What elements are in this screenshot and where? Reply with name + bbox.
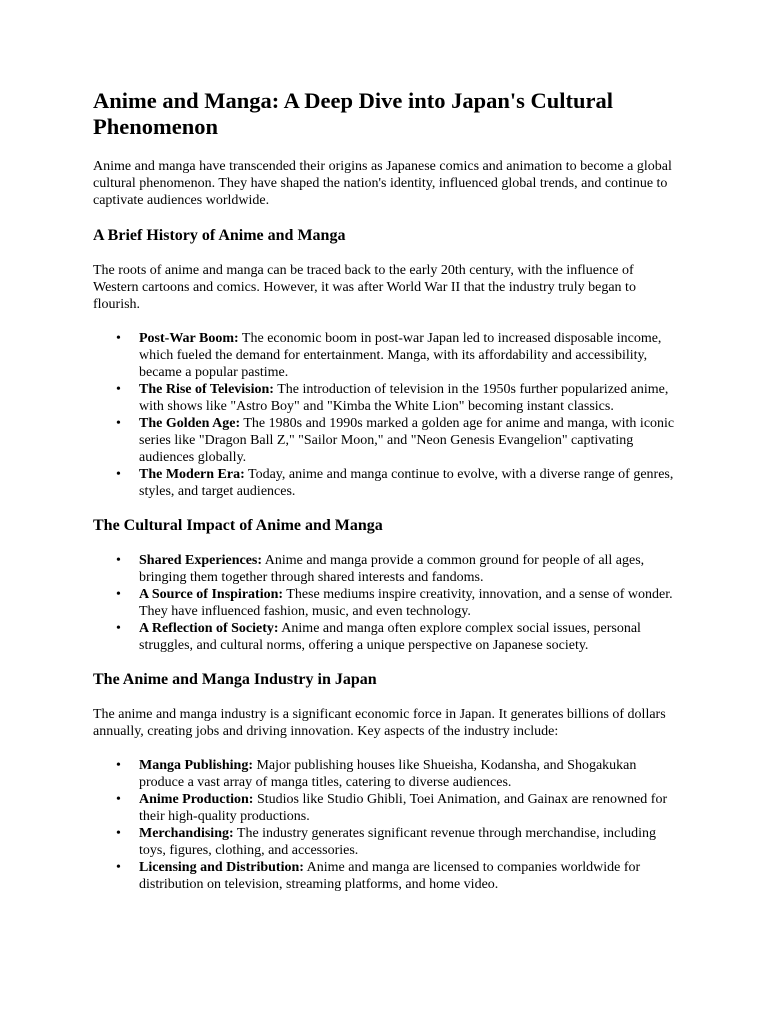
list-item-term: Anime Production: xyxy=(139,792,254,807)
list-item xyxy=(116,552,676,586)
bullet-icon: • xyxy=(116,382,121,397)
list-item-term: Post-War Boom: xyxy=(139,331,239,346)
list-item xyxy=(116,466,676,500)
section-heading-history: A Brief History of Anime and Manga xyxy=(93,227,346,244)
list-item-text: The economic boom in post-war Japan led to increased disposable income, which fueled the demand for entertainment. Manga, with its affordability and accessibility, became a popular pastime. xyxy=(139,331,662,380)
list-item-term: A Source of Inspiration: xyxy=(139,587,284,602)
list-item-term: The Golden Age: xyxy=(139,416,241,431)
list-item-term: Shared Experiences: xyxy=(139,553,263,568)
list-item-text: Anime and manga often explore complex social issues, personal struggles, and cultural norms, offering a unique perspective on Japanese society. xyxy=(139,621,641,653)
bullet-list-industry xyxy=(93,757,676,893)
bullet-icon: • xyxy=(116,792,121,807)
list-item-text: These mediums inspire creativity, innovation, and a sense of wonder. They have influenced fashion, music, and even technology. xyxy=(139,587,673,619)
list-item-term: Merchandising: xyxy=(139,826,234,841)
bullet-icon: • xyxy=(116,758,121,773)
bullet-list-cultural-impact xyxy=(93,552,676,654)
list-item-text: The industry generates significant revenue through merchandise, including toys, figures, clothing, and accessories. xyxy=(139,826,656,858)
document-title: Anime and Manga: A Deep Dive into Japan's Cultural Phenomenon xyxy=(93,88,614,139)
list-item xyxy=(116,381,676,415)
list-item-text: The 1980s and 1990s marked a golden age for anime and manga, with iconic series like "Dragon Ball Z," "Sailor Moon," and "Neon Genesis Evangelion" captivating audiences globally. xyxy=(139,416,675,465)
list-item-text: Anime and manga are licensed to companies worldwide for distribution on television, streaming platforms, and home video. xyxy=(139,860,641,892)
list-item-text: Today, anime and manga continue to evolve, with a diverse range of genres, styles, and target audiences. xyxy=(139,467,674,499)
bullet-icon: • xyxy=(116,587,121,602)
list-item-text: Anime and manga provide a common ground for people of all ages, bringing them together through shared interests and fandoms. xyxy=(139,553,645,585)
list-item-term: A Reflection of Society: xyxy=(139,621,279,636)
bullet-icon: • xyxy=(116,860,121,875)
list-item-text: Studios like Studio Ghibli, Toei Animation, and Gainax are renowned for their high-quality productions. xyxy=(139,792,668,824)
list-item-term: The Rise of Television: xyxy=(139,382,274,397)
bullet-icon: • xyxy=(116,467,121,482)
list-item xyxy=(116,620,676,654)
section-heading-cultural-impact: The Cultural Impact of Anime and Manga xyxy=(93,517,383,534)
list-item xyxy=(116,825,676,859)
list-item xyxy=(116,859,676,893)
bullet-list-history xyxy=(93,330,676,500)
section-paragraph-industry: The anime and manga industry is a significant economic force in Japan. It generates billions of dollars annually, creating jobs and driving innovation. Key aspects of the industry include: xyxy=(93,707,666,739)
list-item xyxy=(116,757,676,791)
bullet-icon: • xyxy=(116,621,121,636)
list-item xyxy=(116,586,676,620)
bullet-icon: • xyxy=(116,553,121,568)
section-heading-industry: The Anime and Manga Industry in Japan xyxy=(93,671,377,688)
list-item-text: Major publishing houses like Shueisha, Kodansha, and Shogakukan produce a vast array of manga titles, catering to diverse audiences. xyxy=(139,758,637,790)
bullet-icon: • xyxy=(116,331,121,346)
list-item-text: The introduction of television in the 1950s further popularized anime, with shows like "Astro Boy" and "Kimba the White Lion" becoming instant classics. xyxy=(139,382,669,414)
list-item-term: The Modern Era: xyxy=(139,467,245,482)
bullet-icon: • xyxy=(116,416,121,431)
list-item-term: Licensing and Distribution: xyxy=(139,860,304,875)
list-item xyxy=(116,791,676,825)
list-item xyxy=(116,415,676,466)
bullet-icon: • xyxy=(116,826,121,841)
list-item xyxy=(116,330,676,381)
intro-paragraph: Anime and manga have transcended their origins as Japanese comics and animation to become a global cultural phenomenon. They have shaped the nation's identity, influenced global trends, and continue to captivate audiences worldwide. xyxy=(93,159,672,208)
section-paragraph-history: The roots of anime and manga can be traced back to the early 20th century, with the influence of Western cartoons and comics. However, it was after World War II that the industry truly began to flourish. xyxy=(93,263,636,312)
list-item-term: Manga Publishing: xyxy=(139,758,253,773)
